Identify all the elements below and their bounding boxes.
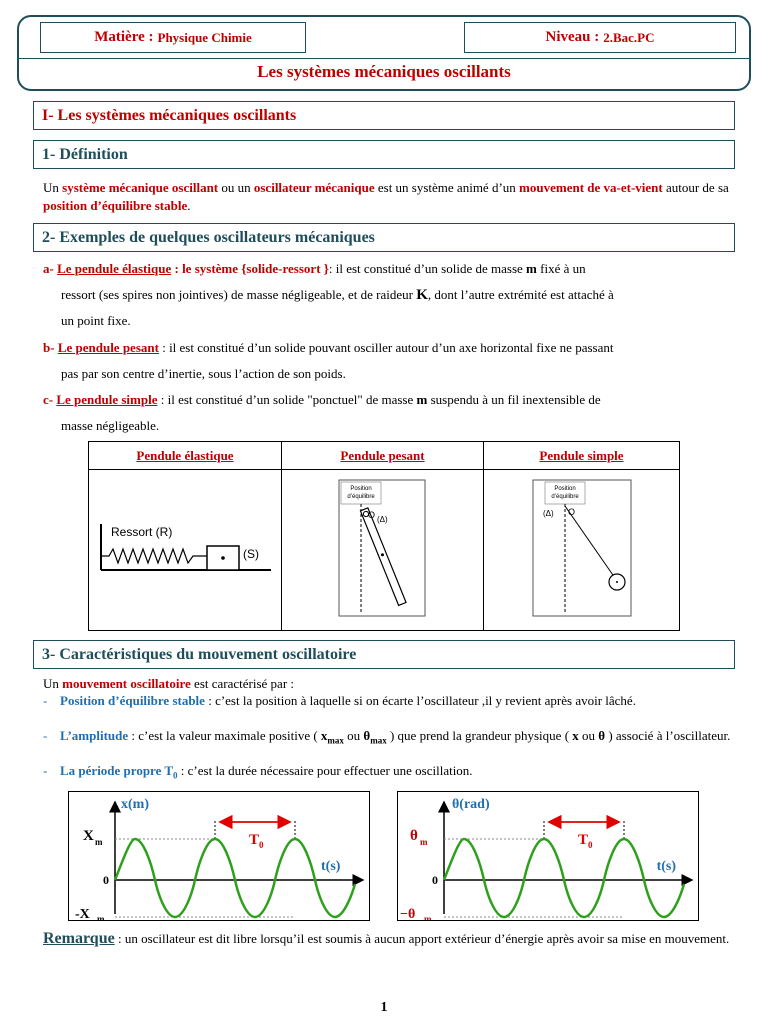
elastic-pendulum-diagram — [95, 518, 275, 578]
x-max-sub: m — [95, 837, 103, 847]
p2-x-sub: max — [327, 735, 344, 746]
graph-theta-svg — [398, 792, 698, 920]
characteristic-period — [43, 762, 738, 785]
x-sine-curve — [115, 839, 355, 917]
def-k3: mouvement de va-et-vient — [519, 180, 663, 195]
p2-ou2: ou — [578, 728, 599, 743]
x-min-label: -X — [75, 907, 90, 920]
p2-ou: ou — [343, 728, 364, 743]
niveau-value: 2.Bac.PC — [603, 29, 655, 45]
bullet-dash-3: - — [43, 763, 48, 778]
simple-pendulum-diagram — [527, 478, 637, 618]
solid-label: (S) — [243, 547, 259, 561]
x-ylabel: x(m) — [121, 797, 149, 812]
example-a-system: le système {solide-ressort } — [178, 261, 329, 276]
x-max-label: X — [83, 828, 94, 844]
p2-theta: θ — [363, 728, 371, 743]
pesant-pivot-label: O — [367, 510, 375, 520]
niveau-box — [464, 22, 736, 53]
example-a — [43, 256, 738, 334]
x-min-sub: m — [97, 914, 105, 920]
example-c-text2: suspendu à un fil inextensible de — [427, 392, 601, 407]
matiere-box — [40, 22, 306, 53]
compound-pendulum-diagram — [333, 478, 433, 618]
niveau-label: Niveau : — [545, 29, 600, 45]
example-b — [43, 335, 738, 387]
section-heading-examples-text: 2- Exemples de quelques oscillateurs mécaniques — [42, 228, 375, 246]
example-a-text2: fixé à un — [536, 261, 586, 276]
x-xlabel: t(s) — [321, 859, 341, 874]
simple-axis-label: (Δ) — [542, 509, 554, 518]
p2-x: x — [320, 728, 328, 743]
p2-t1: : c’est la valeur maximale positive ( — [128, 728, 321, 743]
section-heading-examples — [33, 223, 735, 252]
def-t5: . — [187, 198, 191, 213]
definition-paragraph — [43, 179, 738, 215]
page-number: 1 — [380, 1000, 388, 1015]
matiere-value: Physique Chimie — [157, 29, 252, 45]
theta-min-sub: m — [424, 914, 432, 920]
remark-paragraph — [43, 930, 738, 948]
section-heading-characteristics — [33, 640, 735, 669]
eq-label-1: Position — [349, 486, 372, 492]
intro-b: est caractérisé par : — [190, 676, 295, 691]
example-a-line2b: , dont l’autre extrémité est attaché à — [427, 287, 614, 302]
x-period-label: T — [249, 832, 260, 848]
p1-text: : c’est la position à laquelle si on écarte l’oscillateur ,il y revient après avoir lâché. — [204, 693, 636, 708]
title-divider — [19, 58, 749, 59]
table-header-simple: Pendule simple — [484, 442, 680, 470]
example-c-text1: : il est constitué d’un solide "ponctuel" de masse — [157, 392, 417, 407]
example-b-line2: pas par son centre d’inertie, sous l’action de son poids. — [61, 366, 346, 381]
def-t2: ou un — [218, 180, 254, 195]
section-heading-1 — [33, 101, 735, 130]
cell-simple — [484, 470, 680, 631]
page-title: Les systèmes mécaniques oscillants — [257, 62, 511, 81]
example-b-text1: : il est constitué d’un solide pouvant osciller autour d’un axe horizontal fixe ne passant — [158, 340, 614, 355]
bullet-dash-1: - — [43, 693, 48, 708]
simple-pivot-label: O — [567, 507, 575, 517]
cell-pesant — [282, 470, 484, 631]
p3-text: : c’est la durée nécessaire pour effectuer une oscillation. — [177, 763, 473, 778]
eq-label-2: d’équilibre — [346, 494, 375, 500]
example-c-line2: masse négligeable. — [61, 418, 160, 433]
p2-keyword: L’amplitude — [60, 728, 129, 743]
bob-center — [616, 581, 618, 583]
p1-keyword: Position d’équilibre stable — [60, 693, 205, 708]
theta-sine-curve — [444, 839, 684, 917]
example-c-letter: c- — [43, 392, 54, 407]
example-c-name: Le pendule simple — [56, 392, 158, 407]
example-a-name: Le pendule élastique — [57, 261, 172, 276]
remark-text: : un oscillateur est dit libre lorsqu’il est soumis à aucun apport extérieur d’énergie après avoir sa mise en mouvement. — [114, 931, 730, 946]
pesant-axis-label: (Δ) — [376, 515, 388, 524]
example-a-line2a: ressort (ses spires non jointives) de masse négligeable, et de raideur — [61, 287, 417, 302]
spring-coil — [101, 549, 207, 563]
theta-xlabel: t(s) — [656, 859, 676, 874]
bullet-dash-2: - — [43, 728, 48, 743]
simple-eq-label-1: Position — [553, 486, 576, 492]
table-header-pesant: Pendule pesant — [282, 442, 484, 470]
section-heading-definition-text: 1- Définition — [42, 145, 128, 163]
pendulum-table — [88, 441, 680, 631]
section-heading-1-text: I- Les systèmes mécaniques oscillants — [42, 106, 297, 124]
characteristic-equilibrium — [43, 692, 738, 709]
p2-theta-sub: max — [370, 735, 387, 746]
example-a-line3: un point fixe. — [61, 313, 131, 328]
p2-t3: ) associé à l’oscillateur. — [605, 728, 731, 743]
section-heading-characteristics-text: 3- Caractéristiques du mouvement oscillatoire — [42, 645, 357, 663]
p2-t2: ) que prend la grandeur physique ( — [386, 728, 573, 743]
example-c-m: m — [416, 392, 428, 407]
cell-elastic — [89, 470, 282, 631]
example-a-K: K — [416, 287, 428, 303]
intro-keyword: mouvement oscillatoire — [62, 676, 191, 691]
def-k2: oscillateur mécanique — [253, 180, 375, 195]
remark-label: Remarque — [43, 930, 115, 947]
solid-center — [221, 556, 225, 560]
p2-theta2: θ — [598, 728, 606, 743]
theta-zero-label: 0 — [432, 873, 438, 887]
p3-keyword: La période propre T — [60, 763, 174, 778]
def-k4: position d’équilibre stable — [43, 198, 188, 213]
simple-eq-label-2: d’équilibre — [550, 494, 579, 500]
example-a-letter: a- — [43, 261, 54, 276]
def-t3: est un système animé d’un — [374, 180, 520, 195]
theta-period-sub: 0 — [588, 840, 593, 850]
characteristics-intro — [43, 675, 738, 692]
x-period-sub: 0 — [259, 840, 264, 850]
def-t1: Un — [43, 180, 63, 195]
intro-a: Un — [43, 676, 63, 691]
theta-min-label: −θ — [400, 907, 416, 920]
example-c — [43, 387, 738, 439]
spring-label: Ressort (R) — [111, 525, 173, 539]
section-heading-definition — [33, 140, 735, 169]
example-b-name: Le pendule pesant — [57, 340, 159, 355]
example-b-letter: b- — [43, 340, 55, 355]
def-t4: autour de sa — [662, 180, 729, 195]
graph-x-svg — [69, 792, 369, 920]
p3-sub: 0 — [173, 770, 178, 781]
example-a-text1: : il est constitué d’un solide de masse — [328, 261, 527, 276]
p2-x2: x — [572, 728, 579, 743]
table-header-elastic: Pendule élastique — [89, 442, 282, 470]
theta-max-sub: m — [420, 837, 428, 847]
theta-ylabel: θ(rad) — [452, 797, 490, 812]
example-a-m: m — [526, 261, 537, 276]
def-k1: système mécanique oscillant — [62, 180, 219, 195]
matiere-label: Matière : — [94, 29, 154, 45]
theta-max-label: θ — [410, 828, 418, 844]
graph-x-of-t — [68, 791, 370, 921]
graph-theta-of-t — [397, 791, 699, 921]
characteristic-amplitude — [43, 727, 738, 750]
example-a-sep: : — [171, 261, 179, 276]
x-zero-label: 0 — [103, 873, 109, 887]
theta-period-label: T — [578, 832, 589, 848]
